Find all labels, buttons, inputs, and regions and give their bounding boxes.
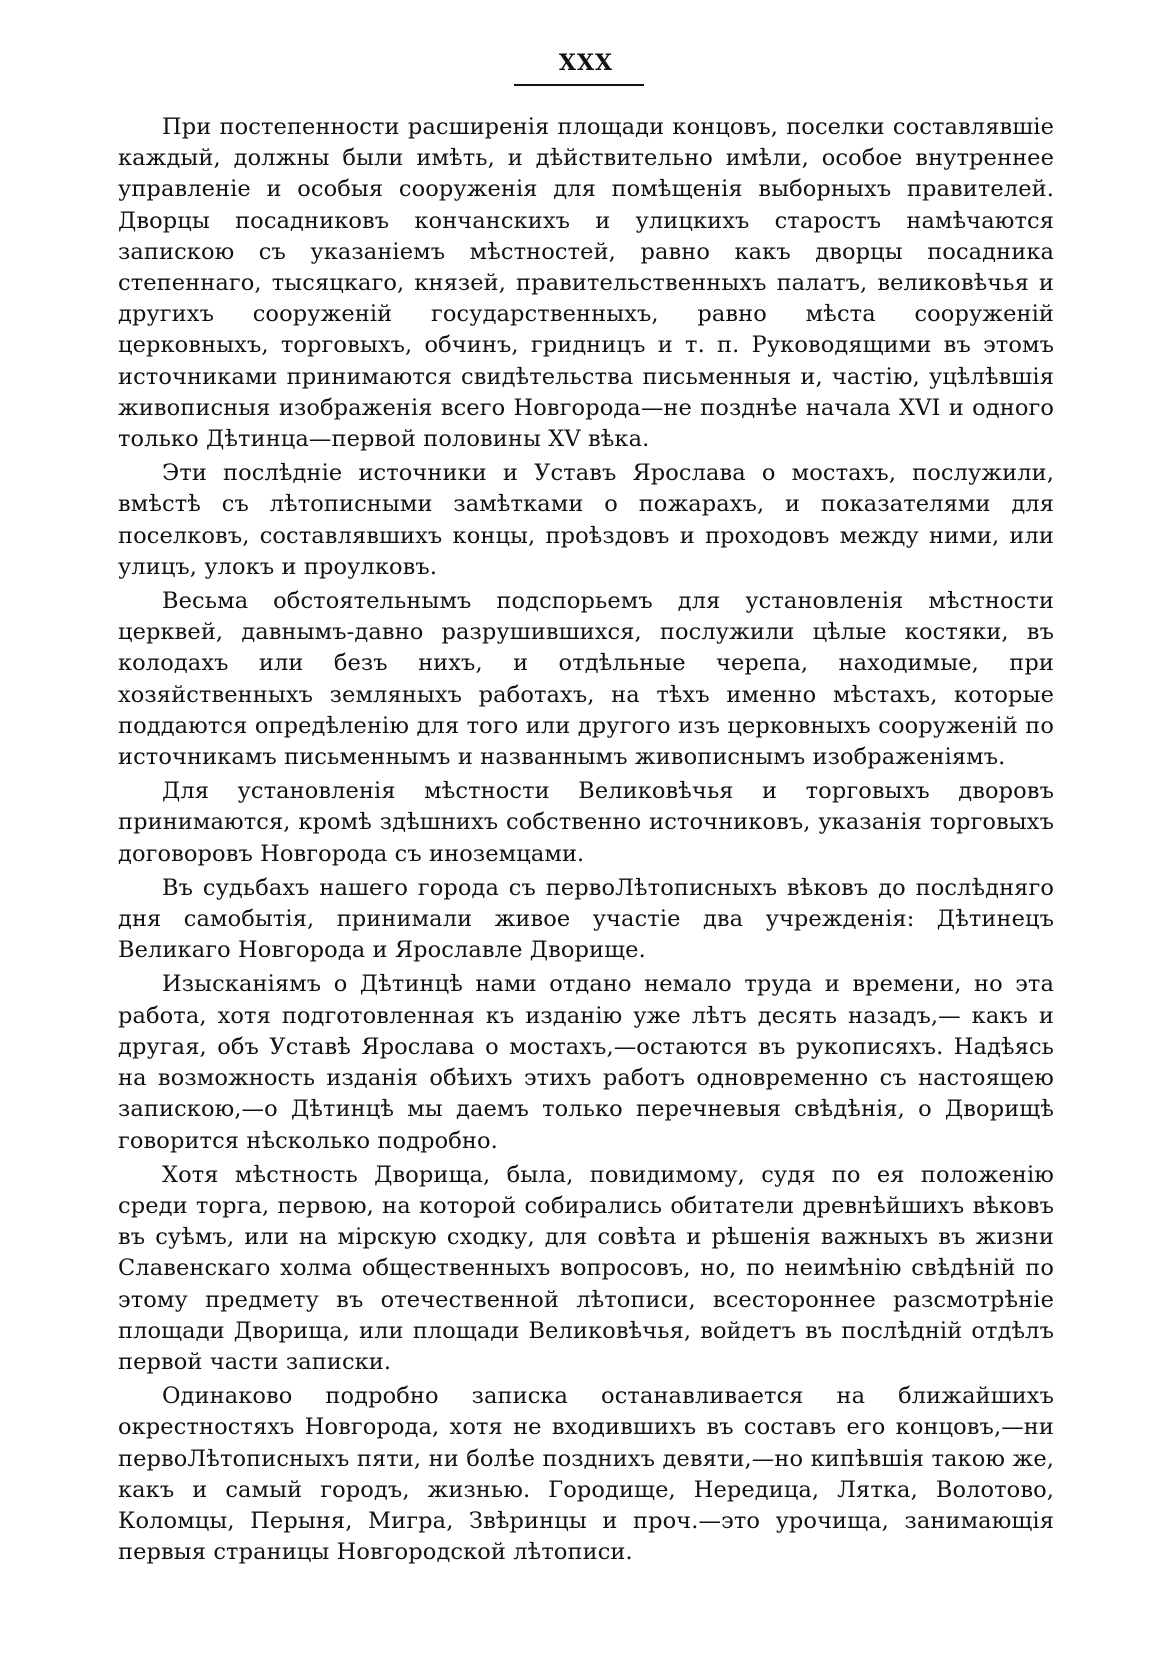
paragraph-3: Весьма обстоятельнымъ подспорьемъ для установленія мѣстности церквей, давнымъ-давно разрушившихся, послужили цѣлые костяки, въ колодахъ или безъ нихъ, и отдѣльные черепа, находимые, при хозяйственныхъ земляныхъ работахъ, на тѣхъ именно мѣстахъ, которые поддаются опредѣленію для того или другого изъ церковныхъ сооруженій по источникамъ письменнымъ и названнымъ живописнымъ изображеніямъ. xyxy=(118,588,1054,771)
body-text xyxy=(118,112,1054,1568)
paragraph-1: При постепенности расширенія площади концовъ, поселки составлявшіе каждый, должны были имѣть, и дѣйствительно имѣли, особое внутреннее управленіе и особыя сооруженія для помѣщенія выборныхъ правителей. Дворцы посадниковъ кончанскихъ и улицкихъ старостъ намѣчаются запискою съ указаніемъ мѣстностей, равно какъ дворцы посадника степеннаго, тысяцкаго, князей, правительственныхъ палатъ, великовѣчья и другихъ сооруженій государственныхъ, равно мѣста сооруженій церковныхъ, торговыхъ, обчинъ, гридницъ и т. п. Руководящими въ этомъ источниками принимаются свидѣтельства письменныя и, частію, уцѣлѣвшія живописныя изображенія всего Новгорода—не позднѣе начала XVI и одного только Дѣтинца—первой половины XV вѣка. xyxy=(118,114,1054,453)
page-number: XXX xyxy=(558,50,614,76)
paragraph-4: Для установленія мѣстности Великовѣчья и торговыхъ дворовъ принимаются, кромѣ здѣшнихъ собственно источниковъ, указанія торговыхъ договоровъ Новгорода съ иноземцами. xyxy=(118,778,1054,867)
page-number-rule xyxy=(514,84,644,86)
paragraph-6: Изысканіямъ о Дѣтинцѣ нами отдано немало труда и времени, но эта работа, хотя подготовленная къ изданію уже лѣтъ десять назадъ,— какъ и другая, объ Уставѣ Ярослава о мостахъ,—остаются въ рукописяхъ. Надѣясь на возможность изданія обѣихъ этихъ работъ одновременно съ настоящею запискою,—о Дѣтинцѣ мы даемъ только перечневыя свѣдѣнія, о Дворищѣ говорится нѣсколько подробно. xyxy=(118,971,1054,1154)
paragraph-5: Въ судьбахъ нашего города съ первоЛѣтописныхъ вѣковъ до послѣдняго дня самобытія, принимали живое участіе два учрежденія: Дѣтинецъ Великаго Новгорода и Ярославле Дворище. xyxy=(118,874,1054,964)
paragraph-8: Одинаково подробно записка останавливается на ближайшихъ окрестностяхъ Новгорода, хотя не входившихъ въ составъ его концовъ,—ни первоЛѣтописныхъ пяти, ни болѣе позднихъ девяти,—но кипѣвшія такою же, какъ и самый городъ, жизнью. Городище, Нередица, Лятка, Волотово, Коломцы, Перыня, Мигра, Звѣринцы и проч.—это урочища, занимающія первыя страницы Новгородской лѣтописи. xyxy=(118,1383,1054,1566)
paragraph-2: Эти послѣдніе источники и Уставъ Ярослава о мостахъ, послужили, вмѣстѣ съ лѣтописными замѣтками о пожарахъ, и показателями для поселковъ, составлявшихъ концы, проѣздовъ и проходовъ между ними, или улицъ, улокъ и проулковъ. xyxy=(118,460,1054,580)
paragraph-7: Хотя мѣстность Дворища, была, повидимому, судя по ея положенію среди торга, первою, на которой собирались обитатели древнѣйшихъ вѣковъ въ суѣмъ, или на мірскую сходку, для совѣта и рѣшенія важныхъ въ жизни Славенскаго холма общественныхъ вопросовъ, но, по неимѣнію свѣдѣній по этому предмету въ отечественной лѣтописи, всестороннее разсмотрѣніе площади Дворища, или площади Великовѣчья, войдетъ въ послѣдній отдѣлъ первой части записки. xyxy=(118,1161,1054,1375)
